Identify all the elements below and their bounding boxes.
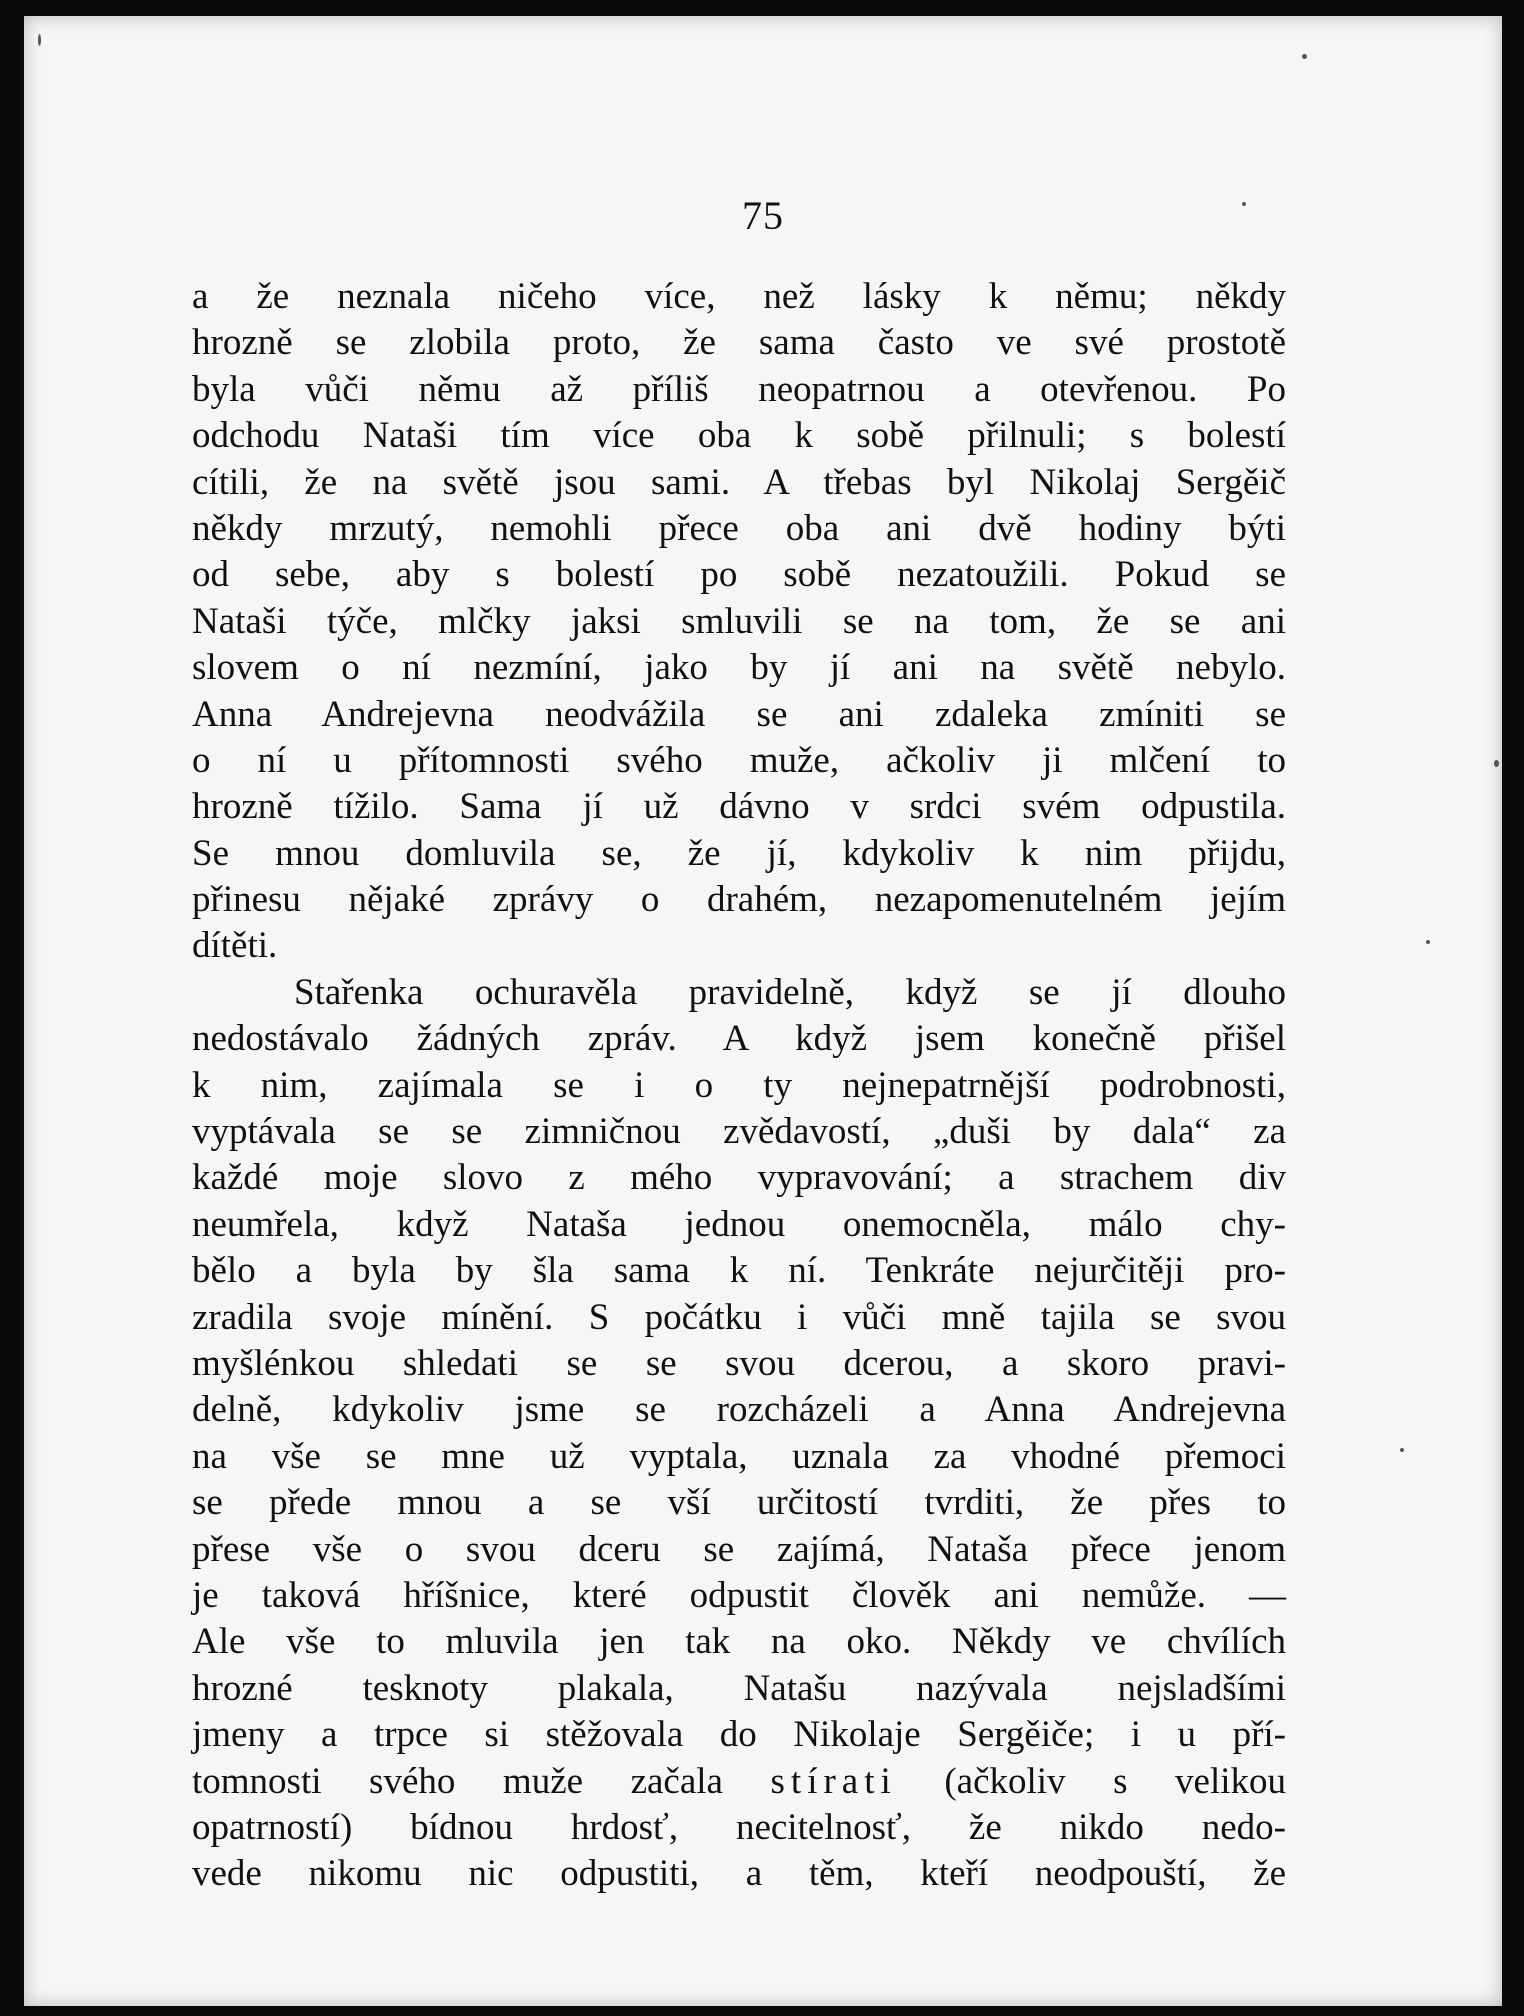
text-line: nedostávalo žádných zpráv. A když jsem konečně přišel [192,1018,1286,1060]
text-line: hrozně se zlobila proto, že sama často ve své prostotě [192,322,1286,364]
scan-speck [1302,54,1307,59]
text-line: k nim, zajímala se i o ty nejnepatrnější podrobnosti, [192,1064,1286,1106]
text-line: a že neznala ničeho více, než lásky k němu; někdy [192,276,1286,317]
spaced-emphasis-word: stírati [770,1760,897,1802]
text-line: vede nikomu nic odpustiti, a těm, kteří neodpouští, že [192,1853,1286,1895]
text-line: myšlénkou shledati se se svou dcerou, a skoro pravi- [192,1342,1286,1384]
text-line: Ale vše to mluvila jen tak na oko. Někdy ve chvílích [192,1621,1286,1663]
body-text [192,274,1286,1898]
text-line: Anna Andrejevna neodvážila se ani zdaleka zmíniti se [192,693,1286,735]
text-line: opatrností) bídnou hrdosť, necitelnosť, že nikdo nedo- [192,1806,1286,1848]
text-line: odchodu Nataši tím více oba k sobě přilnuli; s bolestí [192,415,1286,457]
text-line: přinesu nějaké zprávy o drahém, nezapomenutelném jejím [192,879,1286,921]
paragraph-start-line: Stařenka ochuravěla pravidelně, když se jí dlouho [294,971,1286,1013]
text-line: Nataši týče, mlčky jaksi smluvili se na tom, že se ani [192,600,1286,642]
scan-speck [38,34,41,46]
text-line: cítili, že na světě jsou sami. A třebas byl Nikolaj Sergěič [192,461,1286,503]
text-line: neumřela, když Nataša jednou onemocněla, málo chy- [192,1203,1286,1245]
paragraph-end-line: dítěti. [192,925,278,967]
text-line: od sebe, aby s bolestí po sobě nezatoužili. Pokud se [192,554,1286,596]
text-line: někdy mrzutý, nemohli přece oba ani dvě hodiny býti [192,507,1286,549]
text-line: hrozné tesknoty plakala, Natašu nazývala nejsladšími [192,1667,1286,1709]
text-line: hrozně tížilo. Sama jí už dávno v srdci svém odpustila. [192,786,1286,828]
text-line: vyptávala se se zimničnou zvědavostí, „duši by dala“ za [192,1111,1286,1153]
text-line: Se mnou domluvila se, že jí, kdykoliv k nim přijdu, [192,832,1286,874]
line-start: tomnosti svého muže začala [192,1760,771,1802]
text-line: jmeny a trpce si stěžovala do Nikolaje Sergěiče; i u pří- [192,1714,1286,1756]
scan-speck [1400,1448,1404,1452]
text-line: se přede mnou a se vší určitostí tvrditi, že přes to [192,1482,1286,1524]
text-line: na vše se mne už vyptala, uznala za vhodné přemoci [192,1435,1286,1477]
text-line: o ní u přítomnosti svého muže, ačkoliv ji mlčení to [192,739,1286,781]
text-line: je taková hříšnice, které odpustit člověk ani nemůže. — [192,1574,1286,1616]
scan-speck [1242,202,1246,206]
scan-speck [1494,760,1499,767]
text-line: slovem o ní nezmíní, jako by jí ani na světě nebylo. [192,647,1286,689]
text-line: zradila svoje mínění. S počátku i vůči mně tajila se svou [192,1296,1286,1338]
scan-speck [1426,940,1430,944]
text-line: přese vše o svou dceru se zajímá, Nataša přece jenom [192,1528,1286,1570]
page-number: 75 [742,193,784,238]
line-end: (ačkoliv s velikou [896,1760,1287,1802]
text-line: bělo a byla by šla sama k ní. Tenkráte nejurčitěji pro- [192,1250,1286,1292]
text-line: každé moje slovo z mého vypravování; a strachem div [192,1157,1286,1199]
text-line-with-spaced-word [192,1759,1286,1805]
book-page [24,16,1502,2006]
text-line: byla vůči němu až příliš neopatrnou a otevřenou. Po [192,368,1286,410]
text-line: delně, kdykoliv jsme se rozcházeli a Anna Andrejevna [192,1389,1286,1431]
